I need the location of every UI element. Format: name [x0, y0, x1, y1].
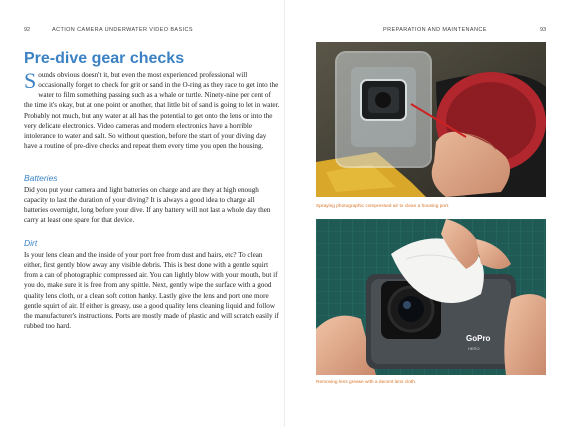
page-number-right: 93	[540, 27, 547, 33]
lens-cleaning-illustration	[316, 219, 546, 375]
photo-caption-2: Removing lens grease with a decent lens cloth.	[316, 380, 417, 385]
housing-port-illustration	[316, 42, 546, 197]
dirt-paragraph: Is your lens clean and the inside of your port free from dust and hairs, etc? To clean either, first gently blow away any visible debris. This is best done with a gentle squirt from a can of photographic compressed air. You can lightly blow with your mouth, but if you do, make sure it is free from any spittle. Next, gently wipe the surface with a good quality lens cloth, or a clean soft cotton hanky. Lastly give the lens and port one more gentle squirt of air. If either is greasy, use a good quality lens cleaning liquid and follow the manufacturer's instructions. Ports are mostly made of plastic and will scratch easily if rubbed too hard.	[24, 251, 279, 331]
dirt-heading: Dirt	[24, 238, 38, 248]
batteries-paragraph: Did you put your camera and light batteries on charge and are they at high enough capacity to last the duration of your diving? It is always a good idea to charge all batteries overnight, long before your dive. If any battery will not last a whole day then carry at least one spare for that device.	[24, 186, 271, 225]
page-number-left: 92	[24, 27, 31, 33]
running-head-left: ACTION CAMERA UNDERWATER VIDEO BASICS	[52, 27, 193, 33]
photo-lens-cleaning	[316, 219, 546, 375]
intro-text: ounds obvious doesn't it, but even the most experienced professional will occasionally forget to check for grit or sand in the O-ring as they race to get into the water to film something passing such as a whale or turtle. Ninety-nine per cent of the time it's okay, but at one point or another, that little bit of sand is going to let in water. Probably not much, but any water at all has the potential to get onto the lens or into the very delicate electronics. Video cameras and modern electronics have a horrible intolerance to water and salt. So without question, before the start of your diving day have a routine of pre-dive checks and repeat them every time you open the housing.	[24, 71, 280, 151]
running-head-right: PREPARATION AND MAINTENANCE	[383, 27, 487, 33]
intro-paragraph	[24, 70, 280, 151]
camera-brand-logo: GoPro	[466, 334, 491, 343]
batteries-heading: Batteries	[24, 173, 58, 183]
drop-cap: S	[24, 68, 37, 93]
photo-caption-1: Spraying photographic compressed air to clean a housing port.	[316, 204, 450, 209]
photo-housing-port	[316, 42, 546, 197]
camera-model-logo: HERO	[468, 346, 480, 351]
page-title: Pre-dive gear checks	[24, 50, 185, 67]
